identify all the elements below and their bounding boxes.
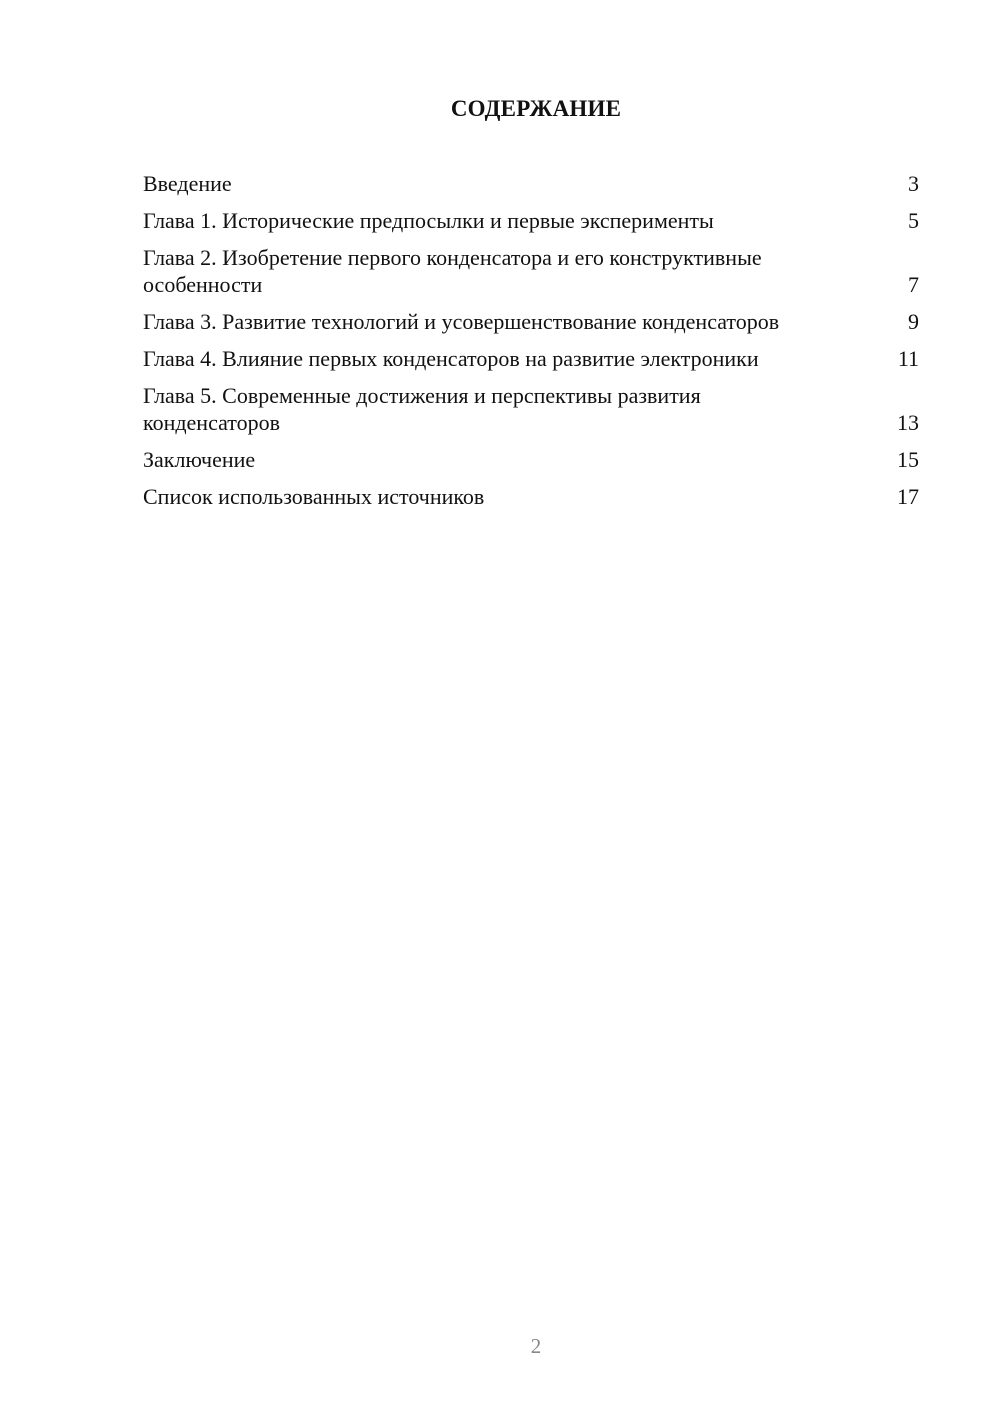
toc-entry-chapter-2[interactable] [143,244,919,298]
toc-entry-page: 3 [908,171,919,196]
toc-entry-introduction[interactable] [143,170,919,197]
toc-entry-page: 9 [908,309,919,334]
toc-entry-title: Введение [143,171,232,196]
toc-entry-page: 13 [897,410,919,435]
toc-entry-page: 11 [897,346,919,371]
toc-entry-title: Глава 2. Изобретение первого конденсатора и его конструктивные особенности [143,245,762,297]
toc-entry-title: Глава 1. Исторические предпосылки и первые эксперименты [143,208,714,233]
toc-entry-title: Заключение [143,447,256,472]
toc-entry-chapter-1[interactable] [143,207,919,234]
toc-entry-title: Глава 4. Влияние первых конденсаторов на развитие электроники [143,346,759,371]
toc-entry-page: 17 [897,484,919,509]
page-title: СОДЕРЖАНИЕ [450,96,622,121]
toc-entry-conclusion[interactable] [143,446,919,473]
toc-entry-title: Глава 5. Современные достижения и перспективы развития конденсаторов [143,383,701,435]
toc-entry-page: 7 [908,272,919,297]
toc-entry-title: Глава 3. Развитие технологий и усовершенствование конденсаторов [143,309,780,334]
toc-entry-chapter-4[interactable] [143,345,919,372]
toc-entry-title: Список использованных источников [143,484,485,509]
page-number: 2 [530,1334,542,1358]
table-of-contents [143,170,919,520]
toc-entry-chapter-3[interactable] [143,308,919,335]
toc-entry-references[interactable] [143,483,919,510]
toc-entry-page: 15 [897,447,919,472]
toc-entry-chapter-5[interactable] [143,382,919,436]
toc-entry-page: 5 [908,208,919,233]
